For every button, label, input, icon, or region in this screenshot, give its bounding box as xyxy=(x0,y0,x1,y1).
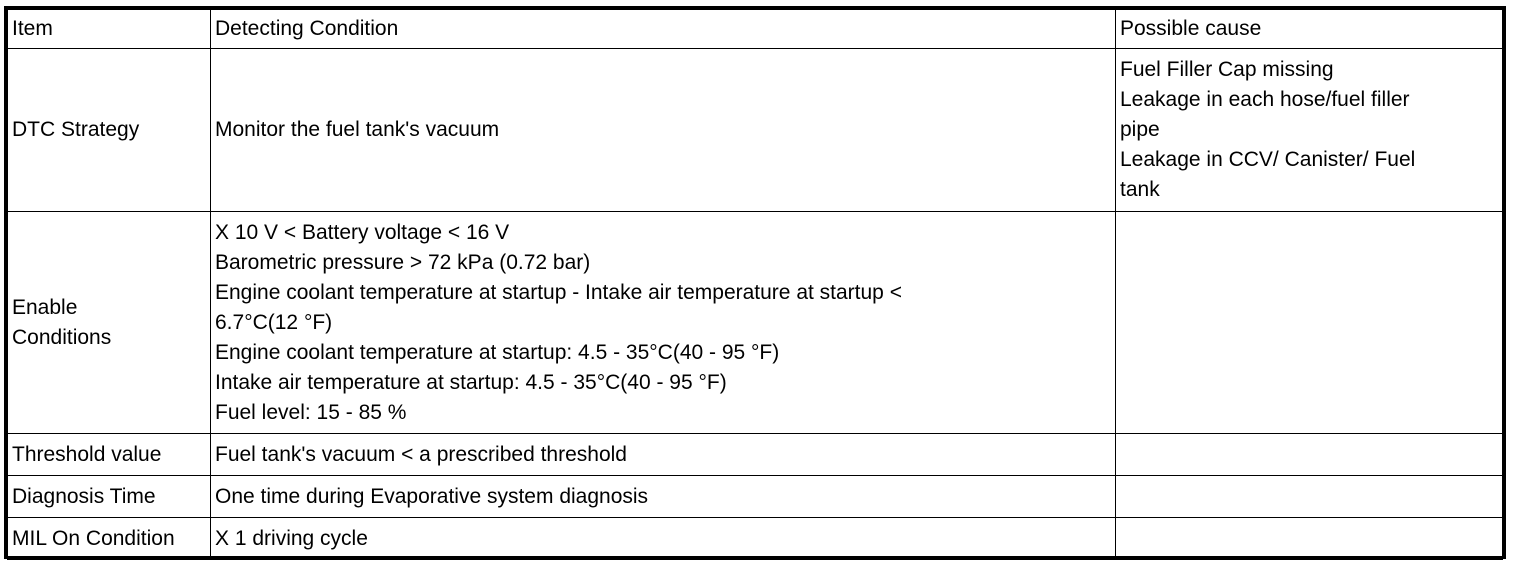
table-row-threshold-value xyxy=(8,434,1503,476)
table-row-enable-conditions xyxy=(8,212,1503,434)
dtc-table-grid xyxy=(7,9,1503,560)
cause-line: tank xyxy=(1120,178,1160,201)
condition-line: Intake air temperature at startup: 4.5 - 35°C(40 - 95 °F) xyxy=(215,370,727,394)
condition-line: Engine coolant temperature at startup - Intake air temperature at startup < xyxy=(215,280,902,304)
item-line: Conditions xyxy=(12,325,112,349)
header-detecting-condition: Detecting Condition xyxy=(211,10,1116,49)
cell-item-dtc-strategy: DTC Strategy xyxy=(8,49,211,212)
cause-line: Leakage in CCV/ Canister/ Fuel xyxy=(1120,148,1416,171)
cell-item-threshold-value: Threshold value xyxy=(8,434,211,476)
header-item: Item xyxy=(8,10,211,49)
table-row-diagnosis-time xyxy=(8,476,1503,518)
cell-condition-mil-on-condition: X 1 driving cycle xyxy=(211,518,1116,560)
condition-line: Engine coolant temperature at startup: 4.5 - 35°C(40 - 95 °F) xyxy=(215,340,780,364)
cause-line: Fuel Filler Cap missing xyxy=(1120,58,1334,81)
condition-line: 6.7°C(12 °F) xyxy=(215,310,333,334)
condition-line: Fuel level: 15 - 85 % xyxy=(215,400,407,424)
table-header-row xyxy=(8,10,1503,49)
cell-item-enable-conditions xyxy=(8,212,211,434)
cell-condition-diagnosis-time: One time during Evaporative system diagnosis xyxy=(211,476,1116,518)
dtc-table xyxy=(4,6,1506,559)
cell-item-mil-on-condition: MIL On Condition xyxy=(8,518,211,560)
cell-condition-dtc-strategy: Monitor the fuel tank's vacuum xyxy=(211,49,1116,212)
cell-cause-enable-conditions xyxy=(1116,212,1503,434)
cell-condition-threshold-value: Fuel tank's vacuum < a prescribed threshold xyxy=(211,434,1116,476)
cell-cause-dtc-strategy xyxy=(1116,49,1503,212)
cause-line: Leakage in each hose/fuel filler xyxy=(1120,88,1410,111)
cell-cause-diagnosis-time xyxy=(1116,476,1503,518)
cell-item-diagnosis-time: Diagnosis Time xyxy=(8,476,211,518)
table-row-mil-on-condition xyxy=(8,518,1503,560)
condition-line: X 10 V < Battery voltage < 16 V xyxy=(215,220,510,244)
table-row-dtc-strategy xyxy=(8,49,1503,212)
cell-cause-mil-on-condition xyxy=(1116,518,1503,560)
header-possible-cause: Possible cause xyxy=(1116,10,1503,49)
item-line: Enable xyxy=(12,295,78,319)
cell-cause-threshold-value xyxy=(1116,434,1503,476)
cause-line: pipe xyxy=(1120,118,1160,141)
condition-line: Barometric pressure > 72 kPa (0.72 bar) xyxy=(215,250,591,274)
cell-condition-enable-conditions xyxy=(211,212,1116,434)
